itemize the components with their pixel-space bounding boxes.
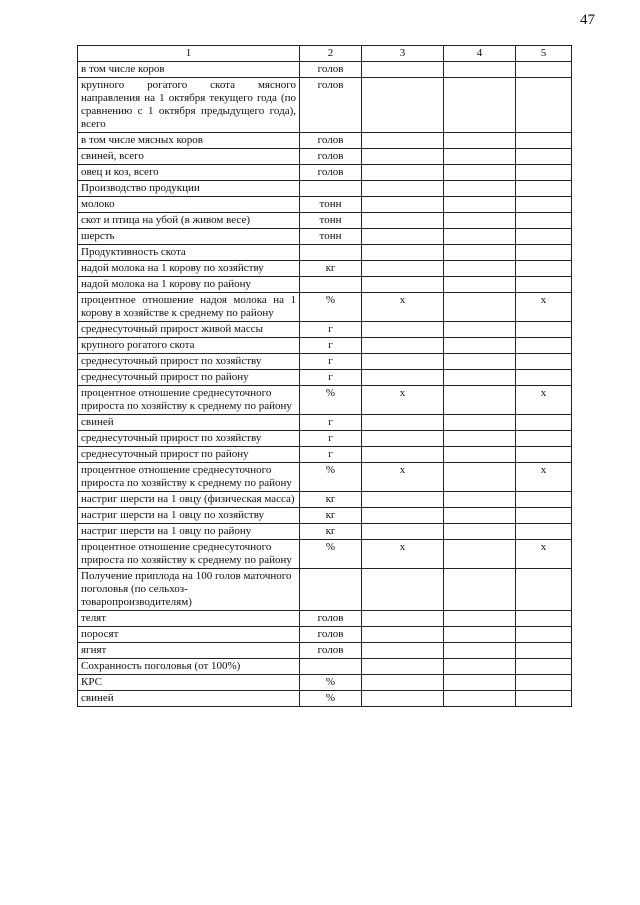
value-cell-4 (444, 431, 516, 447)
value-cell-4 (444, 293, 516, 322)
value-cell-3 (362, 611, 444, 627)
indicator-cell: молоко (78, 197, 300, 213)
value-cell-3 (362, 659, 444, 675)
value-cell-3 (362, 643, 444, 659)
value-cell-4 (444, 659, 516, 675)
value-cell-4 (444, 181, 516, 197)
value-cell-4 (444, 540, 516, 569)
value-cell-4 (444, 691, 516, 707)
indicator-cell: свиней (78, 691, 300, 707)
indicator-cell: настриг шерсти на 1 овцу по району (78, 524, 300, 540)
value-cell-4 (444, 627, 516, 643)
indicator-cell: свиней, всего (78, 149, 300, 165)
indicator-cell: настриг шерсти на 1 овцу (физическая масса) (78, 492, 300, 508)
value-cell-3: x (362, 463, 444, 492)
value-cell-3: x (362, 540, 444, 569)
value-cell-5 (516, 354, 572, 370)
value-cell-5 (516, 643, 572, 659)
table-row (78, 322, 572, 338)
value-cell-5 (516, 181, 572, 197)
value-cell-4 (444, 338, 516, 354)
table-row (78, 62, 572, 78)
indicator-cell: Продуктивность скота (78, 245, 300, 261)
value-cell-4 (444, 78, 516, 133)
table-row (78, 463, 572, 492)
value-cell-4 (444, 643, 516, 659)
value-cell-4 (444, 492, 516, 508)
indicator-cell: поросят (78, 627, 300, 643)
column-header-2: 2 (300, 46, 362, 62)
indicator-cell: Сохранность поголовья (от 100%) (78, 659, 300, 675)
table-row (78, 492, 572, 508)
table-row (78, 133, 572, 149)
table-row (78, 197, 572, 213)
indicator-cell: ягнят (78, 643, 300, 659)
unit-cell: голов (300, 149, 362, 165)
value-cell-5 (516, 338, 572, 354)
unit-cell (300, 659, 362, 675)
table-row (78, 643, 572, 659)
table-row (78, 431, 572, 447)
value-cell-3 (362, 569, 444, 611)
indicator-cell: процентное отношение среднесуточного прироста по хозяйству к среднему по району (78, 386, 300, 415)
table-row (78, 569, 572, 611)
table-row (78, 415, 572, 431)
value-cell-3 (362, 627, 444, 643)
value-cell-5 (516, 627, 572, 643)
unit-cell (300, 245, 362, 261)
unit-cell: г (300, 322, 362, 338)
page-number: 47 (580, 12, 595, 28)
value-cell-3 (362, 431, 444, 447)
indicator-cell: настриг шерсти на 1 овцу по хозяйству (78, 508, 300, 524)
value-cell-3 (362, 415, 444, 431)
unit-cell: тонн (300, 229, 362, 245)
value-cell-3 (362, 691, 444, 707)
table-row (78, 386, 572, 415)
value-cell-5 (516, 659, 572, 675)
unit-cell: % (300, 691, 362, 707)
value-cell-3 (362, 492, 444, 508)
indicator-cell: Получение приплода на 100 голов маточного поголовья (по сельхоз-товаропроизводителям) (78, 569, 300, 611)
table-row (78, 627, 572, 643)
value-cell-5 (516, 569, 572, 611)
table-row (78, 691, 572, 707)
table-row (78, 277, 572, 293)
indicator-cell: в том числе мясных коров (78, 133, 300, 149)
unit-cell (300, 181, 362, 197)
value-cell-5 (516, 133, 572, 149)
value-cell-3 (362, 354, 444, 370)
indicator-cell: надой молока на 1 корову по хозяйству (78, 261, 300, 277)
value-cell-3 (362, 229, 444, 245)
value-cell-4 (444, 569, 516, 611)
unit-cell: г (300, 431, 362, 447)
unit-cell: г (300, 338, 362, 354)
unit-cell: % (300, 386, 362, 415)
value-cell-4 (444, 197, 516, 213)
value-cell-5 (516, 149, 572, 165)
column-header-1: 1 (78, 46, 300, 62)
value-cell-3: x (362, 293, 444, 322)
unit-cell: тонн (300, 213, 362, 229)
unit-cell: голов (300, 643, 362, 659)
value-cell-4 (444, 524, 516, 540)
table-row (78, 165, 572, 181)
indicator-cell: овец и коз, всего (78, 165, 300, 181)
value-cell-4 (444, 277, 516, 293)
value-cell-5 (516, 447, 572, 463)
value-cell-4 (444, 245, 516, 261)
unit-cell: голов (300, 78, 362, 133)
unit-cell: кг (300, 508, 362, 524)
value-cell-5 (516, 431, 572, 447)
indicator-cell: процентное отношение надоя молока на 1 корову в хозяйстве к среднему по району (78, 293, 300, 322)
value-cell-5 (516, 78, 572, 133)
indicator-cell: в том числе коров (78, 62, 300, 78)
unit-cell: г (300, 370, 362, 386)
value-cell-4 (444, 133, 516, 149)
header-row (78, 46, 572, 62)
table-row (78, 675, 572, 691)
unit-cell: тонн (300, 197, 362, 213)
value-cell-3 (362, 149, 444, 165)
indicator-cell: телят (78, 611, 300, 627)
value-cell-4 (444, 370, 516, 386)
value-cell-4 (444, 149, 516, 165)
table-row (78, 524, 572, 540)
unit-cell (300, 569, 362, 611)
table-row (78, 229, 572, 245)
table-row (78, 181, 572, 197)
column-header-3: 3 (362, 46, 444, 62)
indicator-cell: среднесуточный прирост живой массы (78, 322, 300, 338)
unit-cell: голов (300, 165, 362, 181)
value-cell-4 (444, 229, 516, 245)
table-row (78, 213, 572, 229)
table-row (78, 261, 572, 277)
value-cell-5 (516, 492, 572, 508)
indicator-cell: среднесуточный прирост по району (78, 447, 300, 463)
table-row (78, 293, 572, 322)
indicator-cell: шерсть (78, 229, 300, 245)
unit-cell: голов (300, 611, 362, 627)
value-cell-3 (362, 78, 444, 133)
value-cell-4 (444, 213, 516, 229)
unit-cell: г (300, 415, 362, 431)
value-cell-5 (516, 675, 572, 691)
unit-cell: голов (300, 62, 362, 78)
unit-cell: % (300, 540, 362, 569)
table-row (78, 338, 572, 354)
table-row (78, 149, 572, 165)
indicator-cell: среднесуточный прирост по хозяйству (78, 431, 300, 447)
value-cell-5 (516, 213, 572, 229)
value-cell-3 (362, 133, 444, 149)
table-body (78, 62, 572, 707)
livestock-indicators-table (77, 45, 572, 707)
unit-cell: кг (300, 492, 362, 508)
value-cell-3 (362, 165, 444, 181)
table-row (78, 611, 572, 627)
value-cell-5 (516, 611, 572, 627)
value-cell-5 (516, 197, 572, 213)
unit-cell: голов (300, 133, 362, 149)
value-cell-3 (362, 508, 444, 524)
indicator-cell: крупного рогатого скота мясного направления на 1 октября текущего года (по сравнению с 1 октября предыдущего года), всего (78, 78, 300, 133)
table-row (78, 540, 572, 569)
indicator-cell: КРС (78, 675, 300, 691)
unit-cell: кг (300, 261, 362, 277)
value-cell-3 (362, 197, 444, 213)
indicator-cell: среднесуточный прирост по хозяйству (78, 354, 300, 370)
unit-cell: кг (300, 524, 362, 540)
indicator-cell: надой молока на 1 корову по району (78, 277, 300, 293)
value-cell-4 (444, 447, 516, 463)
value-cell-5 (516, 691, 572, 707)
value-cell-5 (516, 229, 572, 245)
value-cell-5 (516, 415, 572, 431)
value-cell-4 (444, 322, 516, 338)
value-cell-5: x (516, 540, 572, 569)
value-cell-3 (362, 261, 444, 277)
value-cell-3 (362, 277, 444, 293)
value-cell-4 (444, 415, 516, 431)
value-cell-4 (444, 354, 516, 370)
value-cell-5 (516, 277, 572, 293)
table-row (78, 370, 572, 386)
value-cell-5: x (516, 463, 572, 492)
value-cell-3 (362, 338, 444, 354)
value-cell-3 (362, 62, 444, 78)
table-row (78, 447, 572, 463)
value-cell-5 (516, 524, 572, 540)
table-row (78, 78, 572, 133)
value-cell-3 (362, 181, 444, 197)
value-cell-4 (444, 261, 516, 277)
value-cell-4 (444, 463, 516, 492)
value-cell-4 (444, 675, 516, 691)
indicator-cell: Производство продукции (78, 181, 300, 197)
value-cell-4 (444, 508, 516, 524)
value-cell-3: x (362, 386, 444, 415)
value-cell-5: x (516, 293, 572, 322)
indicator-cell: свиней (78, 415, 300, 431)
indicator-cell: крупного рогатого скота (78, 338, 300, 354)
value-cell-5 (516, 508, 572, 524)
value-cell-5 (516, 261, 572, 277)
value-cell-3 (362, 322, 444, 338)
value-cell-3 (362, 370, 444, 386)
table-row (78, 354, 572, 370)
column-header-5: 5 (516, 46, 572, 62)
value-cell-4 (444, 611, 516, 627)
indicator-cell: среднесуточный прирост по району (78, 370, 300, 386)
value-cell-5 (516, 322, 572, 338)
value-cell-3 (362, 213, 444, 229)
value-cell-4 (444, 62, 516, 78)
unit-cell: г (300, 447, 362, 463)
value-cell-5 (516, 165, 572, 181)
value-cell-5: x (516, 386, 572, 415)
unit-cell: % (300, 675, 362, 691)
value-cell-5 (516, 245, 572, 261)
value-cell-5 (516, 370, 572, 386)
table-row (78, 659, 572, 675)
value-cell-3 (362, 245, 444, 261)
value-cell-5 (516, 62, 572, 78)
indicator-cell: процентное отношение среднесуточного прироста по хозяйству к среднему по району (78, 463, 300, 492)
unit-cell (300, 277, 362, 293)
value-cell-4 (444, 165, 516, 181)
unit-cell: голов (300, 627, 362, 643)
table-row (78, 508, 572, 524)
unit-cell: % (300, 463, 362, 492)
unit-cell: % (300, 293, 362, 322)
column-header-4: 4 (444, 46, 516, 62)
table-row (78, 245, 572, 261)
value-cell-3 (362, 447, 444, 463)
value-cell-4 (444, 386, 516, 415)
value-cell-3 (362, 524, 444, 540)
indicator-cell: процентное отношение среднесуточного прироста по хозяйству к среднему по району (78, 540, 300, 569)
unit-cell: г (300, 354, 362, 370)
value-cell-3 (362, 675, 444, 691)
indicator-cell: скот и птица на убой (в живом весе) (78, 213, 300, 229)
